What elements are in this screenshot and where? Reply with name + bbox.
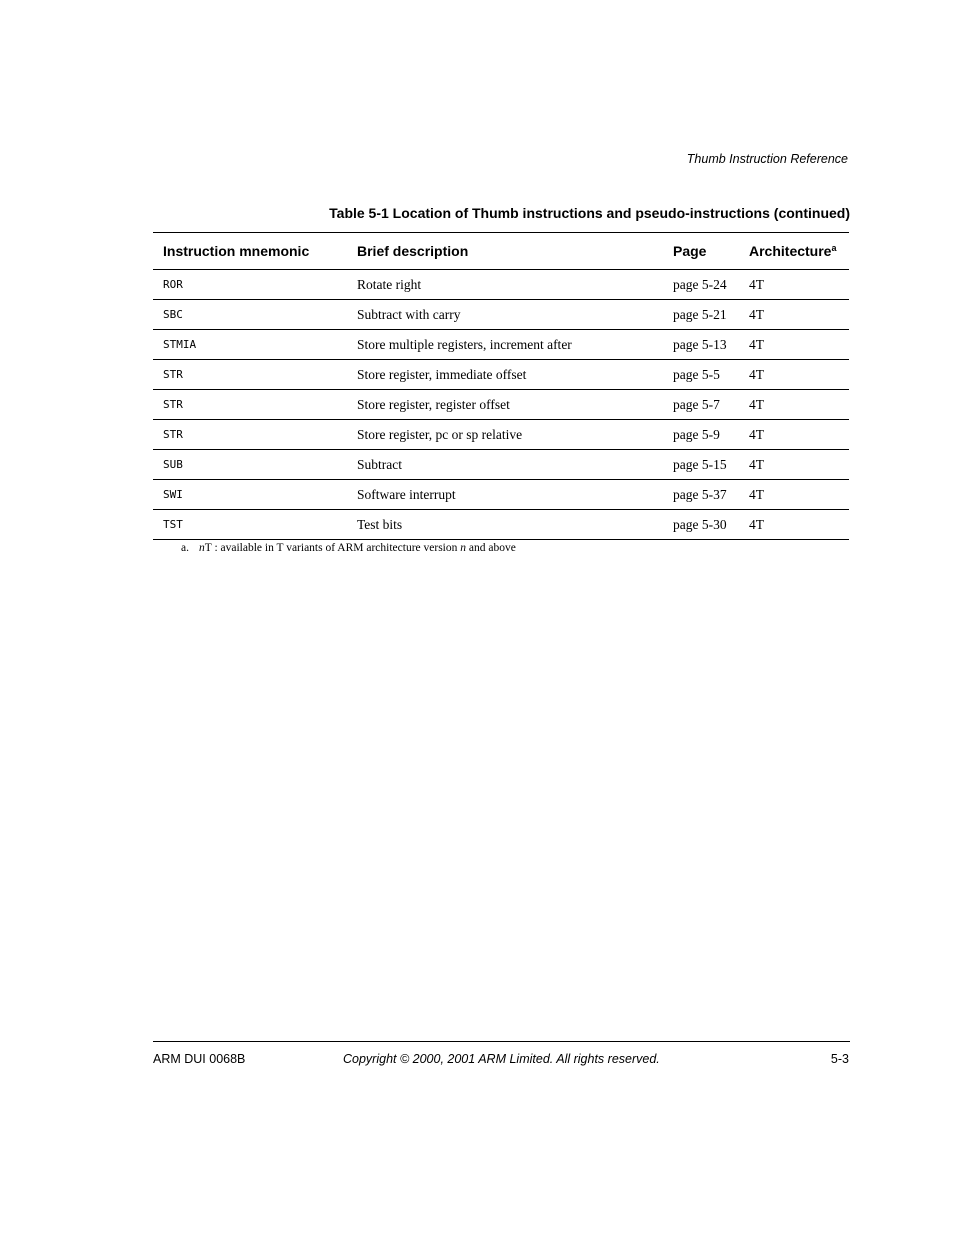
architecture-cell: 4T <box>749 330 849 360</box>
mnemonic-cell: SBC <box>153 300 347 330</box>
footnote-variable: n <box>199 542 205 554</box>
description-cell: Rotate right <box>347 270 673 300</box>
mnemonic-cell: ROR <box>153 270 347 300</box>
description-cell: Store register, register offset <box>347 390 673 420</box>
description-cell: Store register, pc or sp relative <box>347 420 673 450</box>
architecture-cell: 4T <box>749 510 849 540</box>
footnote-variable: n <box>460 542 466 554</box>
description-cell: Subtract with carry <box>347 300 673 330</box>
page-reference-cell: page 5-21 <box>673 300 749 330</box>
page-reference-cell: page 5-24 <box>673 270 749 300</box>
architecture-cell: 4T <box>749 450 849 480</box>
mnemonic-cell: STR <box>153 390 347 420</box>
table-row <box>153 480 849 510</box>
architecture-cell: 4T <box>749 480 849 510</box>
column-header-description: Brief description <box>347 233 673 270</box>
table-row <box>153 300 849 330</box>
table-footnote <box>181 542 516 554</box>
page-reference-cell: page 5-37 <box>673 480 749 510</box>
page-reference-cell: page 5-5 <box>673 360 749 390</box>
description-cell: Store register, immediate offset <box>347 360 673 390</box>
mnemonic-cell: TST <box>153 510 347 540</box>
page-reference-cell: page 5-15 <box>673 450 749 480</box>
footnote-reference: a <box>831 243 837 253</box>
table-row <box>153 390 849 420</box>
page-reference-cell: page 5-13 <box>673 330 749 360</box>
table-row <box>153 330 849 360</box>
instruction-table <box>153 232 849 540</box>
description-cell: Software interrupt <box>347 480 673 510</box>
description-cell: Subtract <box>347 450 673 480</box>
table-body <box>153 270 849 540</box>
document-id: ARM DUI 0068B <box>153 1052 246 1066</box>
architecture-cell: 4T <box>749 270 849 300</box>
copyright-notice: Copyright © 2000, 2001 ARM Limited. All rights reserved. <box>343 1052 660 1066</box>
page-number: 5-3 <box>830 1052 849 1066</box>
mnemonic-cell: STR <box>153 420 347 450</box>
mnemonic-cell: STR <box>153 360 347 390</box>
table-row <box>153 450 849 480</box>
running-header: Thumb Instruction Reference <box>686 152 848 166</box>
footnote-text: T : available in T variants of ARM architecture version <box>204 542 461 554</box>
column-header-page: Page <box>673 233 749 270</box>
architecture-cell: 4T <box>749 390 849 420</box>
footer-rule <box>153 1041 850 1042</box>
table-row <box>153 270 849 300</box>
architecture-cell: 4T <box>749 300 849 330</box>
architecture-cell: 4T <box>749 360 849 390</box>
architecture-header-label: Architecture <box>749 243 832 259</box>
table-row <box>153 510 849 540</box>
description-cell: Store multiple registers, increment after <box>347 330 673 360</box>
footnote-marker: a. <box>181 542 189 554</box>
page-reference-cell: page 5-7 <box>673 390 749 420</box>
column-header-mnemonic: Instruction mnemonic <box>153 233 347 270</box>
page-reference-cell: page 5-9 <box>673 420 749 450</box>
table-header-row <box>153 233 849 270</box>
table-row <box>153 360 849 390</box>
architecture-cell: 4T <box>749 420 849 450</box>
mnemonic-cell: STMIA <box>153 330 347 360</box>
column-header-architecture <box>749 233 849 270</box>
mnemonic-cell: SUB <box>153 450 347 480</box>
page-reference-cell: page 5-30 <box>673 510 749 540</box>
footnote-text-end: and above <box>466 542 516 554</box>
table-row <box>153 420 849 450</box>
table-caption: Table 5-1 Location of Thumb instructions and pseudo-instructions (continued) <box>329 205 850 221</box>
mnemonic-cell: SWI <box>153 480 347 510</box>
description-cell: Test bits <box>347 510 673 540</box>
